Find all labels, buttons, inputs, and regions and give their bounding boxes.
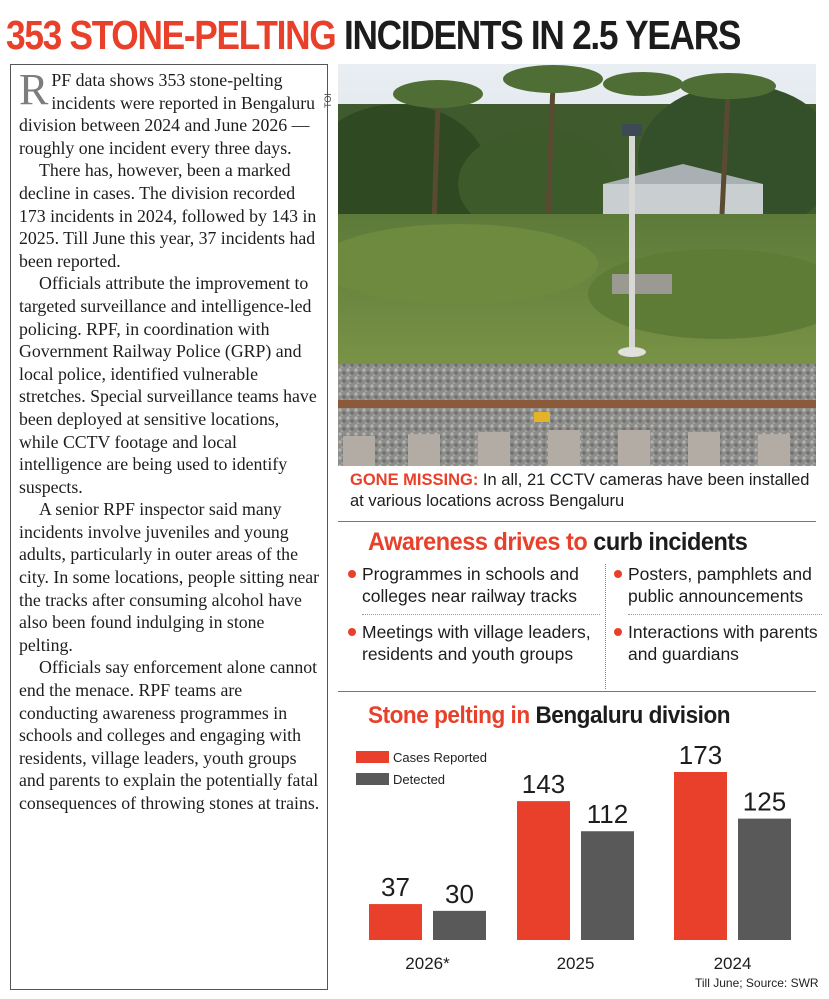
photo-caption	[350, 470, 820, 512]
category-label-2026: 2026*	[405, 954, 450, 973]
bar-detected-2025	[581, 831, 634, 940]
awareness-list-right	[612, 563, 822, 672]
headline-black: INCIDENTS IN 2.5 YEARS	[343, 12, 741, 58]
article-paragraph-5: Officials say enforcement alone cannot end the menace. RPF teams are conducting awareness programmes in schools and colleges and engaging with residents, village leaders, youth groups and parents to explain the potentially fatal consequences of throwing stones at trains.	[19, 657, 320, 813]
category-label-2025: 2025	[556, 954, 595, 973]
data-label-cases-2026: 37	[381, 872, 410, 903]
awareness-title-black: curb incidents	[587, 528, 748, 556]
article-body	[10, 64, 328, 990]
data-label-cases-2024: 173	[678, 740, 723, 770]
chart-title	[368, 702, 730, 730]
bar-chart	[338, 730, 828, 980]
bullet-divider	[628, 614, 822, 615]
caption-text: In all, 21 CCTV cameras have been installed at various locations across Bengaluru	[350, 471, 810, 510]
divider-awareness	[338, 691, 816, 692]
data-label-detected-2026: 30	[445, 878, 474, 909]
chart-source: Till June; Source: SWR	[695, 976, 819, 990]
bar-cases-2026	[369, 904, 422, 940]
awareness-item-interactions: Interactions with parents and guardians	[612, 621, 822, 665]
awareness-list-left	[346, 563, 600, 672]
category-label-2024: 2024	[713, 954, 752, 973]
chart-title-black: Bengaluru division	[529, 702, 731, 729]
awareness-item-meetings: Meetings with village leaders, residents and youth groups	[346, 621, 600, 665]
article-paragraph-3: Officials attribute the improvement to targeted surveillance and intelligence-led policing. RPF, in coordination with Government Railway Police (GRP) and local police, identified vulnerable stretches. Special surveillance teams have been deployed at sensitive locations, while CCTV footage and local intelligence are being used to identify suspects.	[19, 273, 317, 497]
photo-credit: TOI	[323, 93, 333, 108]
drop-cap: R	[19, 65, 49, 114]
bullet-divider	[362, 614, 600, 615]
article-paragraph-4: A senior RPF inspector said many incidents involve juveniles and young adults, particularly in outer areas of the city. In some locations, people sitting near the tracks after consuming alcohol have also been found indulging in stone pelting.	[19, 499, 320, 655]
awareness-item-posters: Posters, pamphlets and public announcements	[612, 563, 822, 607]
awareness-item-schools: Programmes in schools and colleges near railway tracks	[346, 563, 600, 607]
awareness-column-divider	[605, 564, 606, 689]
article-paragraph-1: RPF data shows 353 stone-pelting incidents were reported in Bengaluru division between 2024 and June 2026 — roughly one incident every three days.	[19, 65, 316, 158]
data-label-cases-2025: 143	[521, 769, 566, 800]
data-label-detected-2024: 125	[742, 786, 787, 817]
divider-caption	[338, 521, 816, 522]
bar-detected-2024	[738, 819, 791, 940]
photo-railway-track	[338, 64, 816, 466]
data-label-detected-2025: 112	[586, 799, 629, 830]
awareness-title	[368, 528, 747, 557]
headline-red: 353 STONE-PELTING	[6, 12, 336, 58]
article-paragraph-2: There has, however, been a marked decline in cases. The division recorded 173 incidents in 2024, followed by 143 in 2025. Till June this year, 37 incidents had been reported.	[19, 160, 317, 271]
awareness-title-red: Awareness drives to	[368, 528, 588, 556]
caption-label: GONE MISSING:	[350, 471, 479, 489]
bar-cases-2025	[517, 801, 570, 940]
bar-cases-2024	[674, 772, 727, 940]
chart-title-red: Stone pelting in	[368, 702, 530, 729]
legend-label-detected: Detected	[393, 771, 446, 787]
headline	[6, 8, 741, 62]
bar-detected-2026	[433, 911, 486, 940]
legend-label-cases: Cases Reported	[393, 749, 487, 765]
